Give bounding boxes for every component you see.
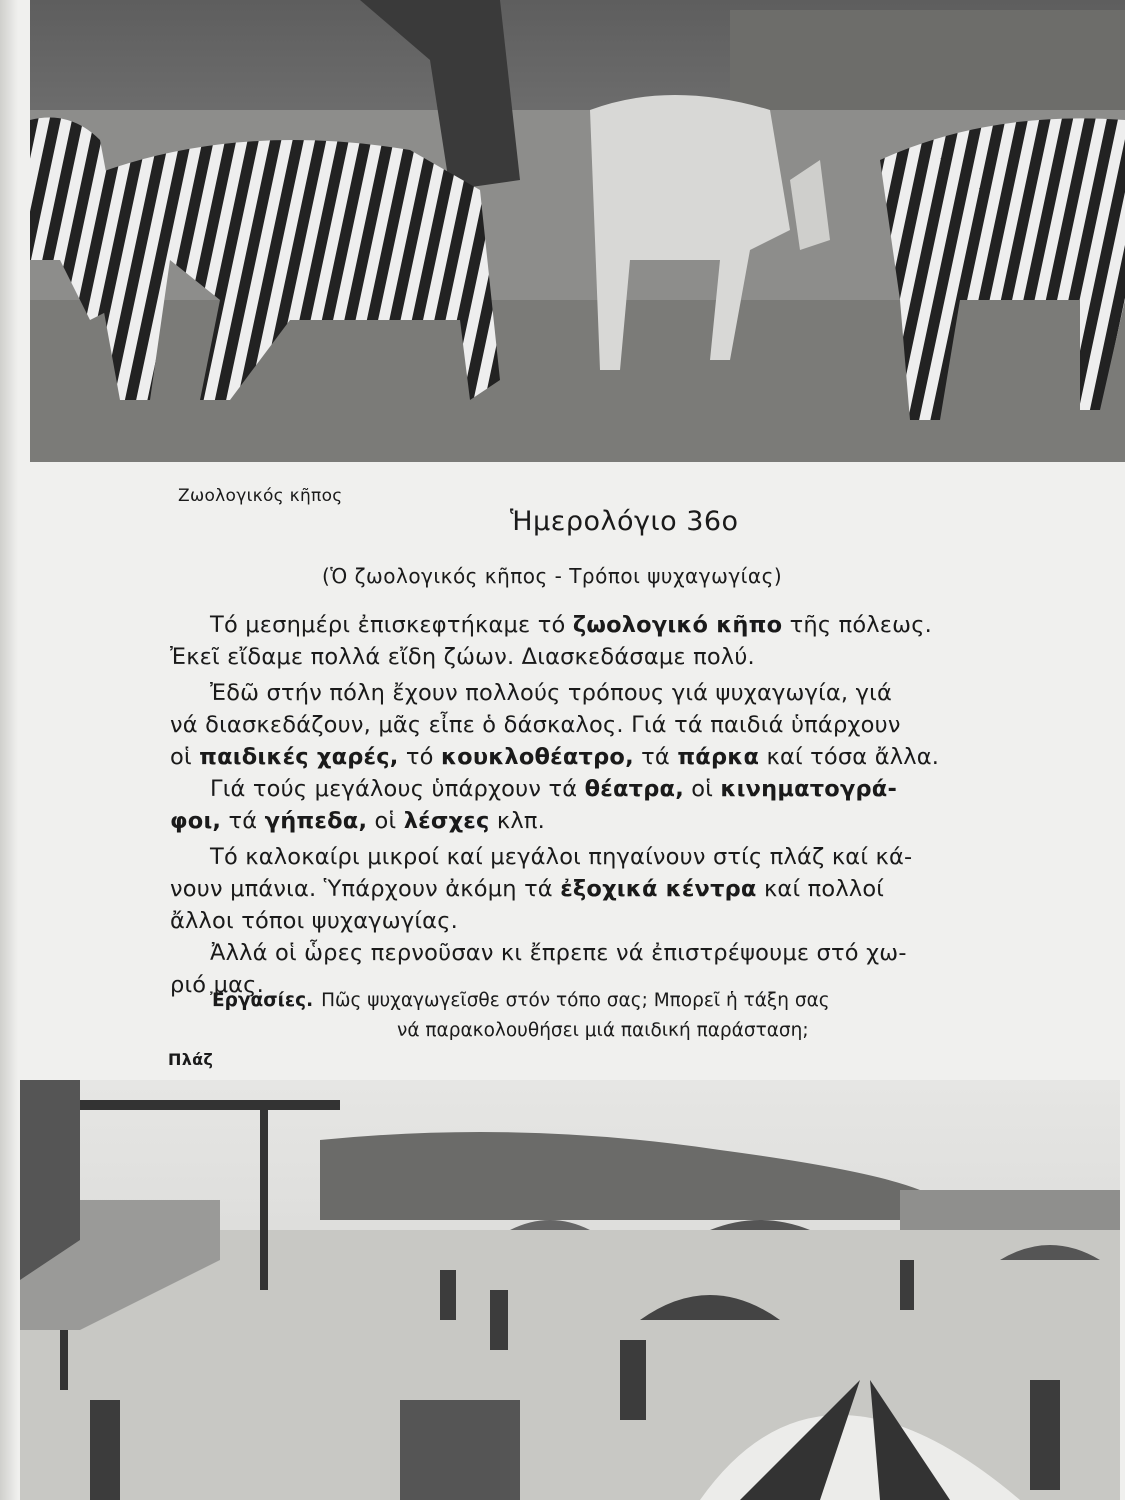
- body-line-2: Ἐκεῖ εἴδαμε πολλά εἴδη ζώων. Διασκεδάσαμε πολύ.: [170, 644, 755, 670]
- beach-photo: [20, 1080, 1120, 1500]
- beach-photo-image: [20, 1080, 1120, 1500]
- exercises-label: Ἐργασίες.: [210, 990, 314, 1011]
- body-line-10: ἄλλοι τόποι ψυχαγωγίας.: [170, 908, 458, 934]
- page-spine-shadow: [0, 0, 18, 1500]
- body-line-1: Τό μεσημέρι ἐπισκεφτήκαμε τό ζωολογικό κῆπο τῆς πόλεως.: [210, 612, 932, 638]
- zoo-photo-caption: Ζωολογικός κῆπος: [178, 486, 343, 506]
- body-line-12: ριό μας.: [170, 972, 264, 998]
- body-line-6: Γιά τούς μεγάλους ὑπάρχουν τά θέατρα, οἱ κινηματογρά-: [210, 776, 897, 802]
- body-line-5: οἱ παιδικές χαρές, τό κουκλοθέατρο, τά πάρκα καί τόσα ἄλλα.: [170, 744, 940, 770]
- body-line-9: νουν μπάνια. Ὑπάρχουν ἀκόμη τά ἐξοχικά κέντρα καί πολλοί: [170, 876, 885, 902]
- exercises-line-2: νά παρακολουθήσει μιά παιδική παράσταση;: [397, 1020, 809, 1041]
- exercises-line-1: Ἐργασίες. Πῶς ψυχαγωγεῖσθε στόν τόπο σας; Μπορεῖ ἡ τάξη σας: [210, 990, 830, 1011]
- page-title: Ἡμερολόγιο 36ο: [510, 506, 739, 537]
- zoo-photo: [30, 0, 1125, 462]
- body-line-4: νά διασκεδάζουν, μᾶς εἶπε ὁ δάσκαλος. Γιά τά παιδιά ὑπάρχουν: [170, 712, 901, 738]
- body-line-8: Τό καλοκαίρι μικροί καί μεγάλοι πηγαίνουν στίς πλάζ καί κά-: [210, 844, 913, 870]
- beach-photo-caption: Πλάζ: [168, 1050, 214, 1069]
- body-line-11: Ἀλλά οἱ ὧρες περνοῦσαν κι ἔπρεπε νά ἐπιστρέψουμε στό χω-: [210, 940, 907, 966]
- body-line-3: Ἐδῶ στήν πόλη ἔχουν πολλούς τρόπους γιά ψυχαγωγία, γιά: [210, 680, 892, 706]
- zoo-photo-image: [30, 0, 1125, 462]
- lesson-subtitle: (Ὁ ζωολογικός κῆπος - Τρόποι ψυχαγωγίας): [322, 564, 783, 588]
- body-line-7: φοι, τά γήπεδα, οἱ λέσχες κλπ.: [170, 808, 545, 834]
